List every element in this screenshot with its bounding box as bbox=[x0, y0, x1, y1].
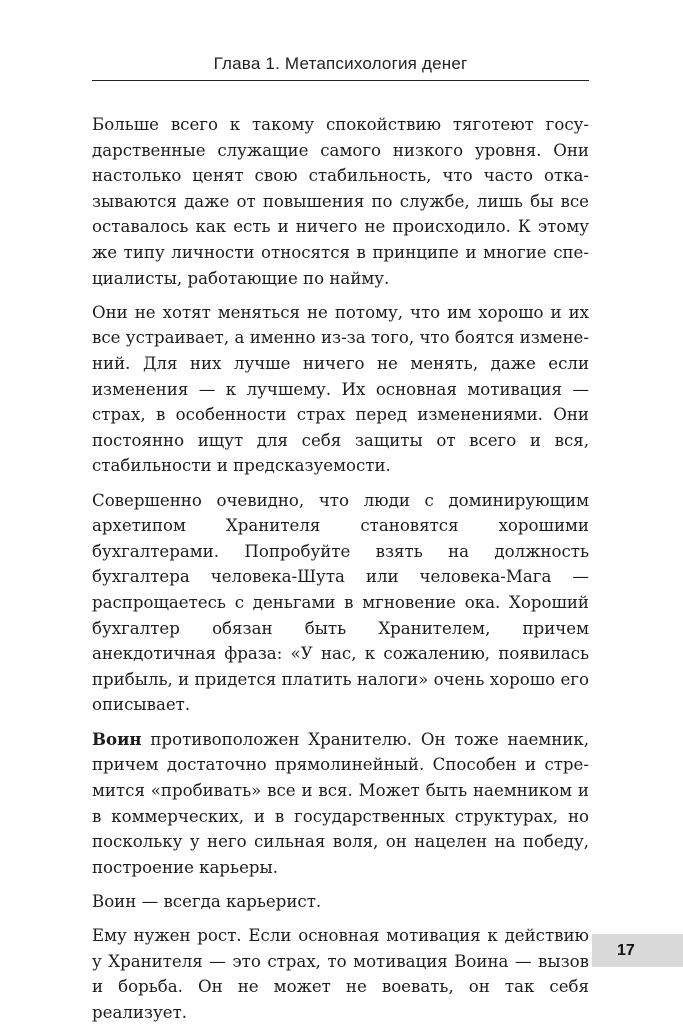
header-rule bbox=[92, 80, 589, 81]
paragraph-4 bbox=[92, 727, 589, 881]
paragraph-2: Они не хотят меняться не потому, что им хорошо и их все устраивает, а именно из-за того, что боятся изменений. Для них лучше ничего не менять, даже если изменения — к лучшему. Их основная мотивация — страх, в особенности страх перед изменениями. Они постоянно ищут для себя защиты от всего и вся, стабильности и предсказуемости. bbox=[92, 302, 589, 476]
page-number: 17 bbox=[592, 934, 683, 967]
paragraph-1: Больше всего к такому спокойствию тяготеют государственные служащие самого низкого уровня. Они настолько ценят свою стабильность, что часто отказываются даже от повышения по службе, лишь бы все оставалось как есть и ничего не происходило. К этому же типу личности относятся в принципе и многие специалисты, работающие по найму. bbox=[92, 115, 589, 288]
paragraph-4-text: противоположен Хранителю. Он тоже наемник, причем достаточно прямолинейный. Способен и стремится «пробивать» все и вся. Может быть наемником и в коммерческих, и в государственных структурах, но поскольку у него сильная воля, он нацелен на победу, построение карьеры. bbox=[92, 729, 589, 877]
page-body bbox=[92, 112, 589, 1034]
bold-term-warrior: Воин bbox=[92, 728, 142, 749]
paragraph-5: Воин — всегда карьерист. bbox=[92, 891, 322, 911]
paragraph-3: Совершенно очевидно, что люди с доминирующим архетипом Хранителя становятся хорошими бухгалтерами. Попробуйте взять на должность бухгалтера человека-Шута или человека-Мага — распрощаетесь с деньгами в мгновение ока. Хороший бухгалтер обязан быть Хранителем, причем анекдотичная фраза: «У нас, к сожалению, появилась прибыль, и придется платить налоги» очень хорошо его описывает. bbox=[92, 490, 589, 715]
running-head-title: Глава 1. Метапсихология денег bbox=[213, 54, 468, 73]
paragraph-6: Ему нужен рост. Если основная мотивация к действию у Хранителя — это страх, то мотивация Воина — вызов и борьба. Он не может не воевать, он так себя реализует. bbox=[92, 926, 589, 1023]
